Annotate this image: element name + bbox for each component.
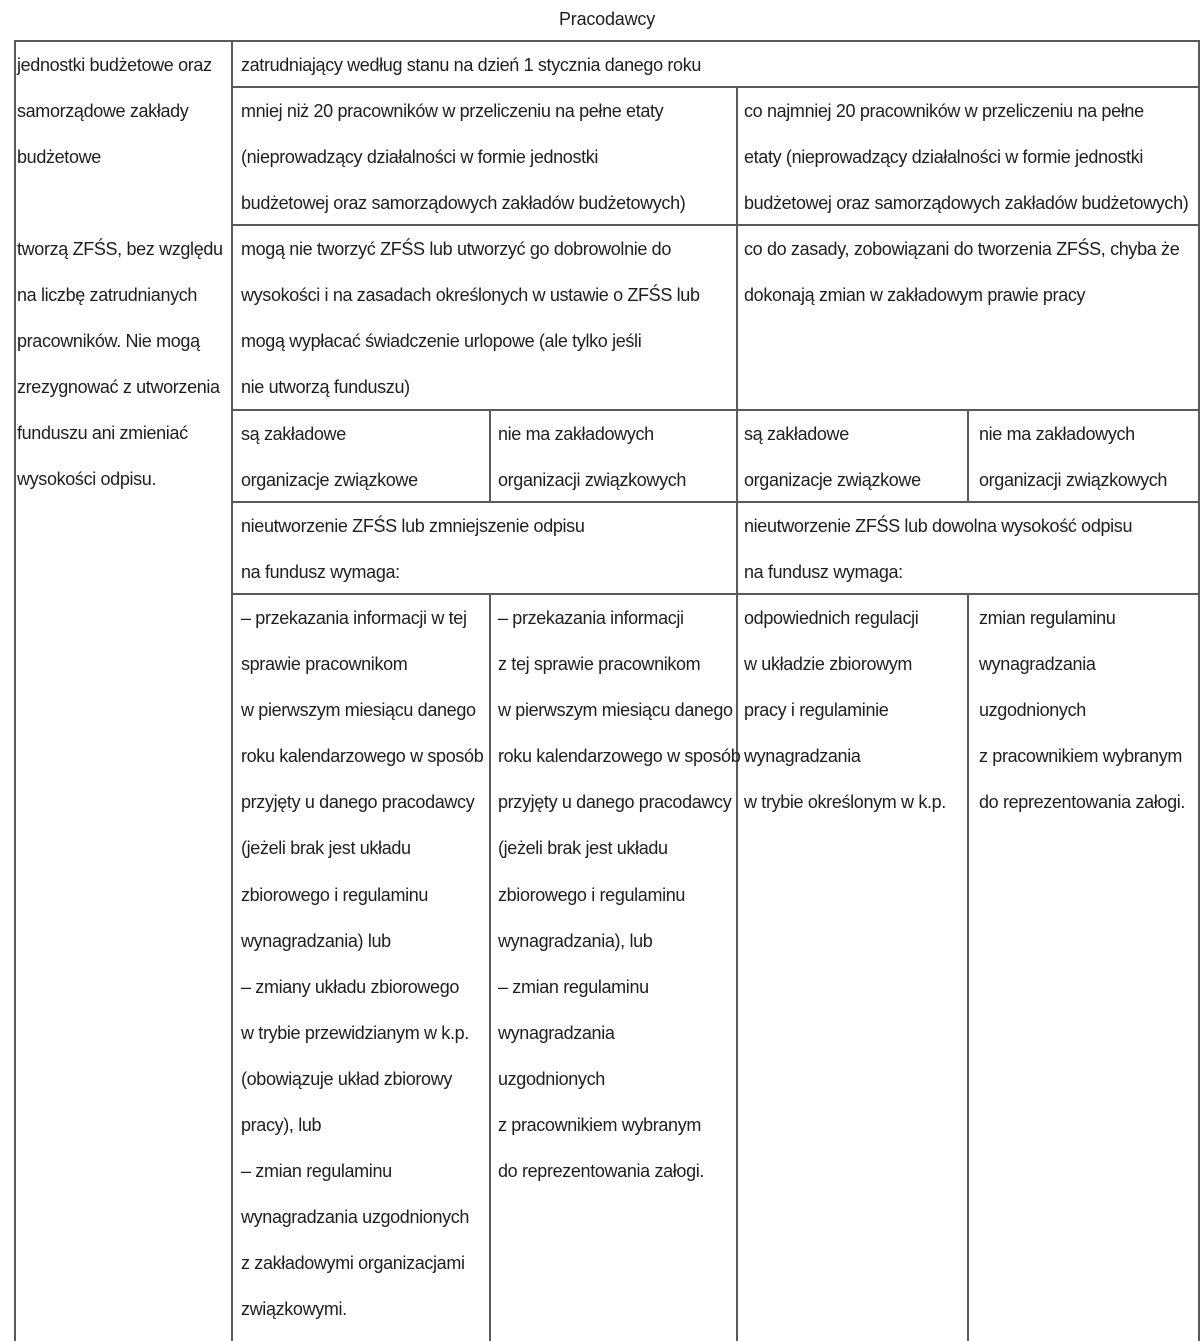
small-employers-heading (241, 88, 685, 226)
large-no-union-status (979, 411, 1167, 503)
small-requirement-heading (241, 503, 584, 595)
text-line: w pierwszym miesiącu danego (498, 700, 733, 721)
text-line: (obowiązuje układ zbiorowy (241, 1068, 453, 1089)
text-line: zatrudniający według stanu na dzień 1 stycznia danego roku (241, 55, 702, 75)
text-line: pracowników. Nie mogą (17, 331, 200, 352)
text-line: (nieprowadzący działalności w formie jednostki (241, 147, 599, 168)
text-line: tworzą ZFŚS, bez względu (17, 239, 223, 259)
text-line: organizacje związkowe (744, 470, 921, 491)
text-line: organizacji związkowych (498, 470, 687, 491)
text-line: – zmian regulaminu (498, 976, 649, 997)
text-line: budżetowej oraz samorządowych zakładów budżetowych) (744, 193, 1189, 214)
divider-budget-column (231, 40, 233, 1341)
text-line: – zmian regulaminu (241, 1161, 392, 1182)
text-line: pracy i regulaminie (744, 700, 889, 721)
text-line: z pracownikiem wybranym (979, 746, 1183, 767)
text-line: co do zasady, zobowiązani do tworzenia ZFŚS, chyba że (744, 239, 1180, 259)
text-line: na fundusz wymaga: (744, 562, 903, 583)
text-line: samorządowe zakłady (17, 101, 189, 122)
small-no-union-status (498, 411, 686, 503)
text-line: wysokości i na zasadach określonych w ustawie o ZFŚS lub (241, 285, 700, 306)
text-line: dokonają zmian w zakładowym prawie pracy (744, 285, 1086, 306)
small-union-status (241, 411, 418, 503)
text-line: nie ma zakładowych (979, 424, 1135, 444)
large-requirement-heading (744, 503, 1132, 595)
large-union-status (744, 411, 921, 503)
text-line: z pracownikiem wybranym (498, 1115, 702, 1136)
text-line: mniej niż 20 pracowników w przeliczeniu na pełne etaty (241, 101, 664, 121)
text-line: (jeżeli brak jest układu (241, 838, 411, 859)
text-line: (jeżeli brak jest układu (498, 838, 668, 859)
text-line: uzgodnionych (498, 1068, 605, 1089)
small-no-union-details (498, 595, 740, 1194)
text-line: do reprezentowania załogi. (979, 792, 1186, 813)
small-employers-rule (241, 226, 700, 410)
text-line: nieutworzenie ZFŚS lub zmniejszenie odpisu (241, 516, 585, 536)
text-line: wynagradzania (744, 746, 861, 767)
text-line: wynagradzania (979, 654, 1096, 675)
text-line: zrezygnować z utworzenia (17, 377, 220, 398)
text-line: zmian regulaminu (979, 608, 1116, 628)
text-line: – przekazania informacji w tej (241, 608, 467, 628)
text-line: w pierwszym miesiącu danego (241, 700, 476, 721)
text-line: do reprezentowania załogi. (498, 1161, 705, 1182)
text-line: pracy), lub (241, 1115, 322, 1136)
text-line: przyjęty u danego pracodawcy (241, 792, 475, 813)
text-line: nieutworzenie ZFŚS lub dowolna wysokość odpisu (744, 516, 1133, 536)
text-line: nie utworzą funduszu) (241, 377, 410, 398)
text-line: w układzie zbiorowym (744, 654, 913, 675)
text-line: co najmniej 20 pracowników w przeliczeniu na pełne (744, 101, 1144, 121)
text-line: związkowymi. (241, 1299, 347, 1320)
text-line: budżetowe (17, 147, 101, 168)
text-line: – przekazania informacji (498, 608, 684, 628)
text-line: w trybie przewidzianym w k.p. (241, 1022, 469, 1043)
employers-heading (241, 42, 701, 88)
divider-large-union (967, 409, 969, 502)
table-title: Pracodawcy (14, 0, 1200, 42)
text-line: organizacje związkowe (241, 470, 418, 491)
text-line: na liczbę zatrudnianych (17, 285, 198, 306)
text-line: uzgodnionych (979, 700, 1086, 721)
text-line: wynagradzania) lub (241, 930, 391, 951)
text-line: sprawie pracownikom (241, 654, 408, 675)
text-line: są zakładowe (241, 424, 346, 444)
text-line: z tej sprawie pracownikom (498, 654, 701, 675)
text-line: wynagradzania uzgodnionych (241, 1207, 470, 1228)
text-line: mogą wypłacać świadczenie urlopowe (ale tylko jeśli (241, 331, 642, 352)
text-line: odpowiednich regulacji (744, 608, 919, 628)
divider-small-union-details (489, 594, 491, 1341)
text-line: z zakładowymi organizacjami (241, 1253, 465, 1274)
left-border (14, 40, 16, 1341)
text-line: roku kalendarzowego w sposób (498, 746, 741, 767)
text-line: – zmiany układu zbiorowego (241, 976, 460, 997)
text-line: organizacji związkowych (979, 470, 1168, 491)
text-line: budżetowej oraz samorządowych zakładów budżetowych) (241, 193, 686, 214)
text-line: roku kalendarzowego w sposób (241, 746, 484, 767)
text-line: nie ma zakładowych (498, 424, 654, 444)
large-no-union-details (979, 595, 1185, 825)
text-line: wynagradzania), lub (498, 930, 653, 951)
text-line: wysokości odpisu. (17, 469, 157, 490)
text-line: są zakładowe (744, 424, 849, 444)
small-union-details (241, 595, 483, 1333)
divider-small-union (489, 409, 491, 502)
text-line: etaty (nieprowadzący działalności w formie jednostki (744, 147, 1143, 168)
large-employers-heading (744, 88, 1188, 226)
large-employers-rule (744, 226, 1179, 318)
text-line: jednostki budżetowe oraz (17, 55, 212, 75)
text-line: zbiorowego i regulaminu (498, 884, 686, 905)
text-line: wynagradzania (498, 1022, 615, 1043)
text-line: na fundusz wymaga: (241, 562, 400, 583)
text-line: w trybie określonym w k.p. (744, 792, 946, 813)
budget-units-rule (17, 226, 223, 503)
text-line: zbiorowego i regulaminu (241, 884, 429, 905)
text-line: funduszu ani zmieniać (17, 423, 188, 444)
text-line: mogą nie tworzyć ZFŚS lub utworzyć go dobrowolnie do (241, 239, 672, 259)
divider-large-union-details (967, 594, 969, 1341)
large-union-details (744, 595, 946, 825)
text-line: przyjęty u danego pracodawcy (498, 792, 732, 813)
budget-units-heading (17, 42, 212, 180)
